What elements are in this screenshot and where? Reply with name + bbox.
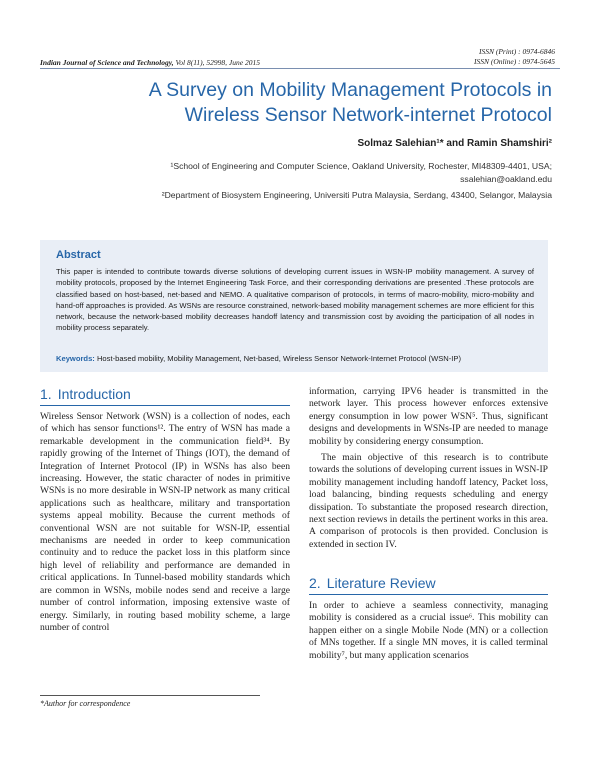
section-2-rule: [309, 594, 548, 595]
header-rule: [40, 68, 560, 69]
issn-online: ISSN (Online) : 0974-5645: [473, 57, 555, 66]
keywords-label: Keywords:: [56, 354, 95, 363]
section-1-heading: [40, 386, 131, 402]
abstract-heading: Abstract: [56, 249, 101, 261]
journal-name: Indian Journal of Science and Technology,: [40, 58, 174, 67]
issn-block: [474, 47, 555, 67]
journal-citation: [40, 58, 260, 67]
abstract-text: This paper is intended to contribute towards diverse solutions of developing current issues in WSN-IP mobility management. A survey of mobility protocols, proposed by the Internet Engineering Task Force, and their corresponding derivations are presented .These protocols are classified based on host-based, net-based and NEMO. A qualitative comparison of protocols, in terms of macro-mobility, micro-mobility and hand-off approaches is provided. As WSNs are resource constrained, network-based mobility management schemes are more efficient for this network, because the network-based mobility decreases handoff latency and transmission cost by avoiding the participation of all nodes in mobility process separately.: [56, 267, 534, 333]
section-1-rule: [40, 405, 290, 406]
affiliation-1: ¹School of Engineering and Computer Science, Oakland University, Rochester, MI48309-4401, USA;: [170, 161, 552, 171]
right-column-top: [309, 386, 548, 551]
footnote: *Author for correspondence: [40, 699, 131, 708]
intro-paragraph-1: Wireless Sensor Network (WSN) is a collection of nodes, each of which has sensor functions¹². The entry of WSN has made a remarkable development in the communication field³⁴. By rapidly growing of the Internet of Things (IOT), the demand of Integration of Internet Protocol (IP) in WSNs has also been increasing. However, the static character of nodes in primitive WSNs is no more desirable in WSN-IP network as many critical applications such as healthcare, military and transportation systems appeal mobility. Because the current methods of conventional WSN are not suitable for WSN-IP, essential mechanisms are needed in order to keep communication continuity and to reduce the packet loss in this platform since high level of reliability and performance are demanded in critical applications. In Tunnel-based mobility standards which are common in WSNs, mobile nodes send and receive a large number of control information, imposing extensive waste of energy. Similarly, in routing based mobility scheme, a large number of control: [40, 411, 290, 633]
lit-review-paragraph-1: In order to achieve a seamless connectivity, managing mobility is considered as a crucial issue⁶. This mobility can happen either on a single Mobile Node (MN) or a collection of MNs together. If a single MN moves, it is called terminal mobility⁷, but many application scenarios: [309, 600, 548, 661]
journal-volume: Vol 8(11), 52998, June 2015: [175, 58, 260, 67]
keywords-text: Host-based mobility, Mobility Management, Net-based, Wireless Sensor Network-Internet Protocol (WSN-IP): [96, 354, 462, 363]
section-2-title: Literature Review: [326, 575, 436, 591]
affiliation-email: ssalehian@oakland.edu: [460, 174, 552, 184]
section-2-number: 2.: [309, 575, 321, 591]
authors: Solmaz Salehian¹* and Ramin Shamshiri²: [357, 138, 552, 149]
intro-paragraph-2: information, carrying IPV6 header is transmitted in the network layer. This process however enforces extensive energy consumption in low power WSN⁵. Thus, significant designs and developments in WSNs-IP are needed to manage mobility by considering energy consumption.: [309, 386, 548, 447]
paper-title: [40, 78, 552, 128]
section-1-number: 1.: [40, 386, 52, 402]
footnote-rule: [40, 695, 260, 696]
section-2-heading: [309, 575, 436, 591]
section-1-title: Introduction: [57, 386, 131, 402]
right-column-bottom: [309, 600, 548, 662]
keywords-line: [56, 354, 542, 363]
issn-print: ISSN (Print) : 0974-6846: [478, 47, 555, 56]
title-line-2: Wireless Sensor Network-internet Protocol: [184, 104, 552, 126]
intro-paragraph-3: The main objective of this research is to contribute towards the solutions of developing current issues in WSN-IP mobility management including handoff latency, Packet loss, load balancing, binding requests scheduling and energy dissipation. To substantiate the proposed research direction, next section reviews in details the pertinent works in this area. A comparison of protocols is then provided. Conclusion is extended in section IV.: [309, 452, 548, 550]
affiliation-2: ²Department of Biosystem Engineering, Universiti Putra Malaysia, Serdang, 43400, Selangor, Malaysia: [161, 190, 552, 200]
left-column: [40, 411, 290, 634]
title-line-1: A Survey on Mobility Management Protocols in: [148, 79, 552, 101]
